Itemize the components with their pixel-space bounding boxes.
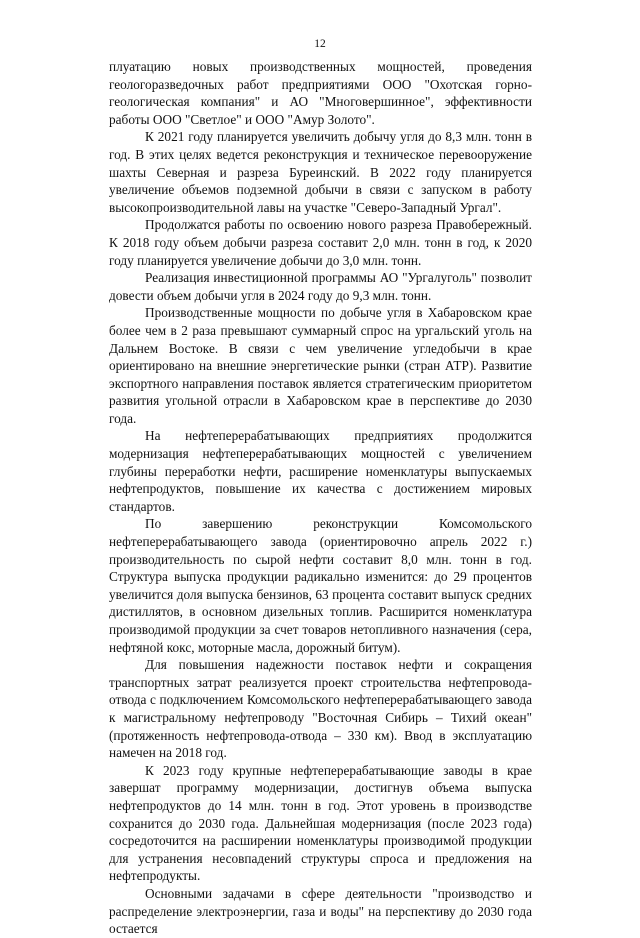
- paragraph-3: Продолжатся работы по освоению нового разреза Правобережный. К 2018 году объем добычи разреза составит 2,0 млн. тонн в год, к 2020 году планируется увеличение добычи до 3,0 млн. тонн.: [109, 217, 532, 268]
- page-number: 12: [314, 38, 326, 50]
- paragraph-7: По завершению реконструкции Комсомольского нефтеперерабатывающего завода (ориентировочно апрель 2022 г.) производительность по сырой нефти составит 8,0 млн. тонн в год. Структура выпуска продукции радикально изменится: до 29 процентов увеличится доля выпуска бензинов, 63 процента составит выпуск средних дистиллятов, в основном дизельных топлив. Расширится номенклатура производимой продукции за счет товаров нетопливного назначения (сера, нефтяной кокс, моторные масла, дорожный битум).: [109, 516, 532, 655]
- paragraph-1: плуатацию новых производственных мощностей, проведения геологоразведочных работ предприятиями ООО "Охотская горно-геологическая компания" и АО "Многовершинное", эффективности работы ООО "Светлое" и ООО "Амур Золото".: [109, 59, 532, 127]
- paragraph-5: Производственные мощности по добыче угля в Хабаровском крае более чем в 2 раза превышают суммарный спрос на ургальский уголь на Дальнем Востоке. В связи с чем увеличение угледобычи в крае ориентировано на внешние энергетические рынки (стран АТР). Развитие экспортного направления поставок является стратегическим приоритетом развития угольной отрасли в Хабаровском крае в перспективе до 2030 года.: [109, 305, 532, 426]
- paragraph-9: К 2023 году крупные нефтеперерабатывающие заводы в крае завершат программу модернизации, достигнув объема выпуска нефтепродуктов до 14 млн. тонн в год. Этот уровень в производстве сохранится до 2030 года. Дальнейшая модернизация (после 2023 года) сосредоточится на расширении номенклатуры производимой продукции для устранения несовпадений структуры спроса и предложения на нефтепродукты.: [109, 762, 532, 884]
- paragraph-10: Основными задачами в сфере деятельности "производство и распределение электроэнергии, газа и воды" на перспективу до 2030 года остается: [109, 885, 532, 937]
- paragraph-2: К 2021 году планируется увеличить добычу угля до 8,3 млн. тонн в год. В этих целях ведется реконструкция и техническое перевооружение шахты Северная и разреза Буреинский. В 2022 году планируется увеличение объемов подземной добычи в связи с запуском в работу высокопроизводительной лавы на участке "Северо-Западный Ургал".: [109, 129, 532, 215]
- paragraph-6: На нефтеперерабатывающих предприятиях продолжится модернизация нефтеперерабатывающих мощностей с увеличением глубины переработки нефти, расширение номенклатуры выпускаемых нефтепродуктов, повышение их качества с достижением мировых стандартов.: [109, 428, 532, 514]
- document-body: [109, 58, 532, 938]
- paragraph-4: Реализация инвестиционной программы АО "Ургалуголь" позволит довести объем добычи угля в 2024 году до 9,3 млн. тонн.: [109, 270, 532, 303]
- paragraph-8: Для повышения надежности поставок нефти и сокращения транспортных затрат реализуется проект строительства нефтепровода-отвода с подключением Комсомольского нефтеперерабатывающего завода к магистральному нефтепроводу "Восточная Сибирь – Тихий океан" (протяженность нефтепровода-отвода – 330 км). Ввод в эксплуатацию намечен на 2018 год.: [109, 657, 532, 761]
